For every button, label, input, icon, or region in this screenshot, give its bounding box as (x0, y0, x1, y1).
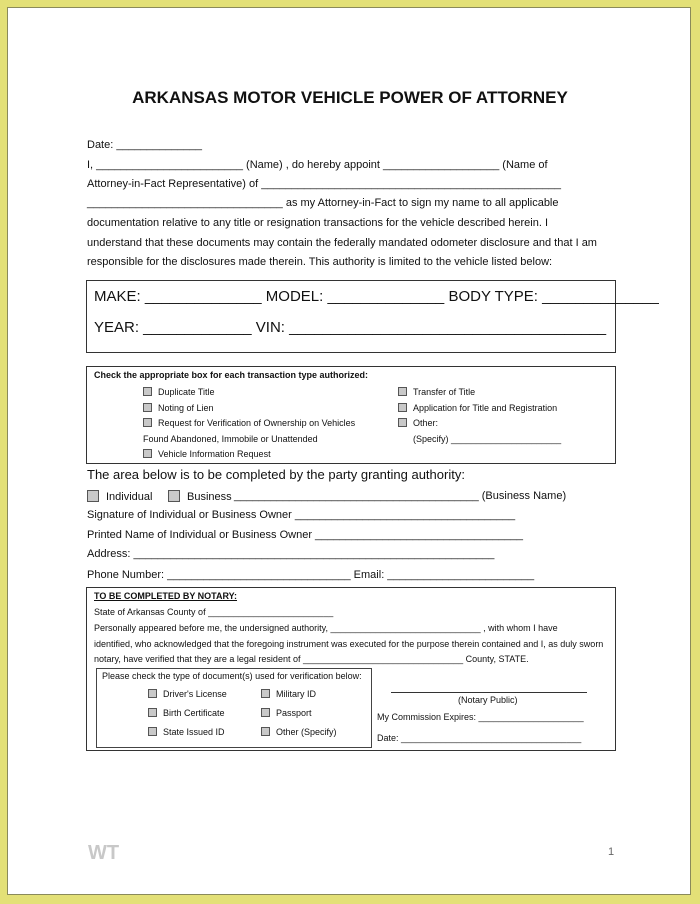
checkbox[interactable] (168, 490, 180, 502)
intro-line-4: documentation relative to any title or resignation transactions for the vehicle described herein. I (87, 217, 549, 229)
verification-docs-box (96, 668, 372, 748)
transaction-verification-continued: Found Abandoned, Immobile or Unattended (143, 434, 318, 444)
checkbox[interactable] (87, 490, 99, 502)
checkbox[interactable] (148, 708, 157, 717)
checkbox[interactable] (261, 689, 270, 698)
checkbox[interactable] (148, 689, 157, 698)
checkbox[interactable] (143, 403, 152, 412)
signature-line: Signature of Individual or Business Owner ____________________________________ (87, 509, 516, 521)
checkbox[interactable] (261, 708, 270, 717)
checkbox[interactable] (143, 449, 152, 458)
checkbox[interactable] (261, 727, 270, 736)
document-page (7, 7, 691, 895)
notary-box (86, 587, 616, 751)
vehicle-make-model-row: MAKE: ______________ MODEL: ______________ BODY TYPE: ______________ (94, 288, 659, 305)
transaction-noting-of-lien[interactable]: Noting of Lien (143, 403, 214, 413)
transaction-heading: Check the appropriate box for each transaction type authorized: (94, 370, 369, 380)
notary-line-2: Personally appeared before me, the undersigned authority, ______________________________ , with whom I have (94, 623, 558, 633)
notary-date-line: Date: ____________________________________ (377, 733, 582, 743)
intro-line-6: responsible for the disclosures made therein. This authority is limited to the vehicle listed below: (87, 256, 553, 268)
intro-line-3: ________________________________ as my Attorney-in-Fact to sign my name to all applicable (87, 197, 559, 209)
transaction-other[interactable]: Other: (398, 418, 438, 428)
doc-state-issued-id[interactable]: State Issued ID (148, 727, 225, 737)
transaction-transfer-of-title[interactable]: Transfer of Title (398, 387, 475, 397)
doc-passport[interactable]: Passport (261, 708, 312, 718)
notary-county-line: State of Arkansas County of _________________________ (94, 607, 334, 617)
intro-line-1: I, ________________________ (Name) , do hereby appoint ___________________ (Name of (87, 159, 548, 171)
watermark-logo: WT (88, 842, 120, 864)
doc-military-id[interactable]: Military ID (261, 689, 316, 699)
date-line: Date: ______________ (87, 139, 202, 151)
page-title: ARKANSAS MOTOR VEHICLE POWER OF ATTORNEY (132, 88, 568, 107)
notary-commission-line: My Commission Expires: _____________________ (377, 712, 584, 722)
intro-line-5: understand that these documents may contain the federally mandated odometer disclosure and that I am (87, 237, 597, 249)
vehicle-box (86, 280, 659, 353)
checkbox[interactable] (143, 387, 152, 396)
checkbox[interactable] (143, 418, 152, 427)
checkbox[interactable] (398, 403, 407, 412)
vehicle-year-vin-row: YEAR: _____________ VIN: ______________________________________ (94, 319, 607, 336)
printed-name-line: Printed Name of Individual or Business Owner __________________________________ (87, 529, 524, 541)
transaction-other-specify: (Specify) ______________________ (413, 434, 562, 444)
transaction-duplicate-title[interactable]: Duplicate Title (143, 387, 215, 397)
checkbox[interactable] (148, 727, 157, 736)
transaction-vehicle-info-request[interactable]: Vehicle Information Request (143, 449, 271, 459)
intro-line-2: Attorney-in-Fact Representative) of _________________________________________________ (87, 178, 562, 190)
page-number: 1 (608, 846, 615, 858)
address-line: Address: ___________________________________________________________ (87, 548, 495, 560)
transaction-verification-request[interactable]: Request for Verification of Ownership on Vehicles (143, 418, 355, 428)
verification-docs-heading: Please check the type of document(s) used for verification below: (102, 671, 362, 681)
checkbox[interactable] (398, 418, 407, 427)
business-name-line: ________________________________________ (Business Name) (234, 490, 567, 502)
transaction-box (86, 366, 616, 464)
doc-other-specify[interactable]: Other (Specify) (261, 727, 337, 737)
phone-email-line: Phone Number: ______________________________ Email: ________________________ (87, 569, 535, 581)
doc-birth-certificate[interactable]: Birth Certificate (148, 708, 225, 718)
grantor-individual-option[interactable]: Individual (87, 490, 152, 503)
notary-public-label: (Notary Public) (458, 695, 518, 705)
grantor-heading: The area below is to be completed by the party granting authority: (87, 467, 465, 482)
checkbox[interactable] (398, 387, 407, 396)
transaction-application-title-registration[interactable]: Application for Title and Registration (398, 403, 557, 413)
doc-drivers-license[interactable]: Driver's License (148, 689, 227, 699)
notary-heading: TO BE COMPLETED BY NOTARY: (94, 591, 238, 601)
notary-signature-line (391, 692, 587, 693)
notary-line-3: identified, who acknowledged that the foregoing instrument was executed for the purpose therein contained and I, as duly sworn (94, 639, 604, 649)
grantor-business-option[interactable]: Business (168, 490, 232, 503)
notary-line-4: notary, have verified that they are a legal resident of ________________________________ County, STATE. (94, 654, 529, 664)
